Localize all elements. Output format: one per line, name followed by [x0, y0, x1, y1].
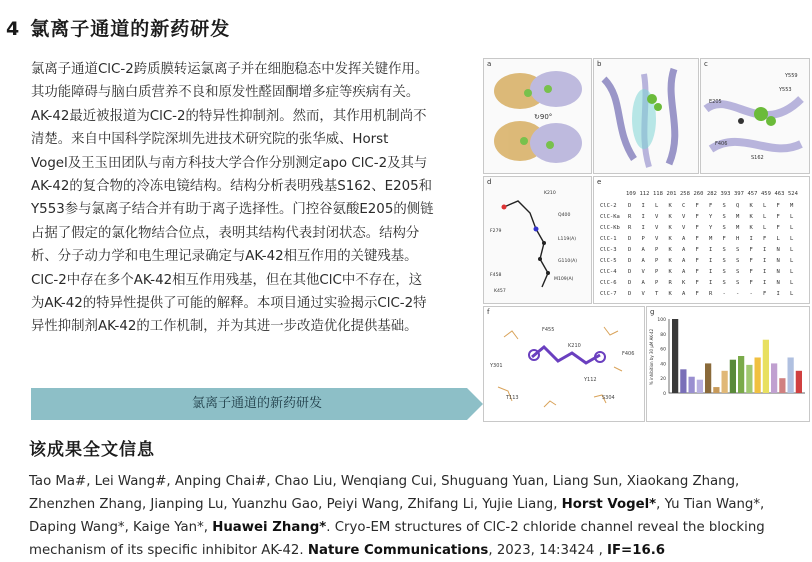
panel-label: a — [487, 60, 492, 68]
alignment-cell: L — [763, 225, 767, 231]
residue-label: Y301 — [490, 363, 503, 369]
residue-label: G110(A) — [558, 259, 578, 264]
body-line: 占据了假定的氯化物结合位点，表明其结构代表封闭状态。结构分 — [31, 225, 420, 241]
residue-label: F455 — [542, 327, 555, 333]
alignment-cell: C — [682, 203, 686, 209]
alignment-cell: I — [709, 269, 713, 275]
alignment-cell: M — [709, 236, 713, 242]
alignment-cell: F — [695, 280, 699, 286]
alignment-cell: A — [682, 291, 686, 297]
body-line: 其功能障碍与脑白质营养不良和原发性醛固酮增多症等疾病有关。 — [31, 85, 420, 101]
chart-bar — [722, 371, 728, 393]
alignment-cell: D — [628, 203, 632, 209]
alignment-cell: P — [655, 269, 659, 275]
alignment-header-cell: 524 — [788, 191, 798, 197]
alignment-cell: P — [641, 236, 645, 242]
panel-label: f — [487, 308, 490, 316]
alignment-cell: V — [682, 225, 686, 231]
alignment-cell: - — [749, 291, 753, 297]
body-line: 清楚。来自中国科学院深圳先进技术研究院的张华威、Horst — [31, 132, 389, 148]
alignment-cell: V — [641, 291, 645, 297]
panel-c-binding-site — [700, 58, 810, 174]
alignment-cell: K — [668, 236, 672, 242]
alignment-row-name: ClC-6 — [600, 280, 617, 286]
alignment-cell: P — [655, 258, 659, 264]
alignment-cell: D — [628, 247, 632, 253]
chart-bar — [771, 363, 777, 393]
body-line: Y553参与氯离子结合并有助于离子选择性。门控谷氨酸E205的侧链 — [31, 202, 434, 218]
body-line: 氯离子通道ClC-2跨质膜转运氯离子并在细胞稳态中发挥关键作用。 — [31, 62, 429, 77]
alignment-cell: F — [695, 269, 699, 275]
alignment-cell: L — [763, 214, 767, 220]
alignment-cell: S — [722, 214, 726, 220]
docking-pose-image — [484, 307, 644, 421]
alignment-cell: K — [749, 203, 753, 209]
alignment-row-name: ClC-Ka — [600, 214, 620, 220]
figure-caption-bar — [31, 388, 483, 420]
residue-label: K210 — [544, 191, 556, 196]
alignment-cell: S — [722, 258, 726, 264]
alignment-cell: S — [722, 247, 726, 253]
alignment-cell: M — [736, 214, 740, 220]
residue-label: F279 — [490, 229, 502, 234]
citation-line — [29, 539, 809, 562]
alignment-header-cell: 260 — [693, 191, 704, 197]
citation-authors: Zhenzhen Zhang, Jianping Lu, Yuanzhu Gao, Peiyi Wang, Zhifang Li, Yujie Liang, — [29, 497, 562, 512]
alignment-cell: P — [655, 280, 659, 286]
alignment-cell: I — [641, 203, 645, 209]
body-line: 为AK-42的特异性提供了可能的解释。本项目通过实验揭示ClC-2特 — [31, 296, 427, 312]
y-axis-label: % inhibition by 30 μM AK-42 — [649, 328, 654, 386]
alignment-cell: A — [682, 236, 686, 242]
y-tick-label: 20 — [660, 377, 666, 383]
alignment-cell: K — [668, 225, 672, 231]
alignment-cell: K — [749, 225, 753, 231]
alignment-cell: K — [668, 214, 672, 220]
y-tick-label: 40 — [660, 362, 666, 368]
alignment-header-cell: 457 — [747, 191, 758, 197]
alignment-header-cell: 258 — [680, 191, 690, 197]
alignment-cell: N — [776, 280, 780, 286]
alignment-cell: S — [736, 258, 740, 264]
pore-structure-image — [594, 59, 698, 173]
panel-label: g — [650, 308, 655, 316]
alignment-cell: T — [655, 291, 659, 297]
y-tick-label: 60 — [660, 347, 666, 353]
alignment-cell: I — [763, 258, 767, 264]
alignment-cell: I — [641, 214, 645, 220]
alignment-cell: F — [763, 291, 767, 297]
citation-authors: , Yu Tian Wang*, — [656, 497, 765, 512]
alignment-cell: F — [695, 214, 699, 220]
panel-g-inhibition-bar-chart — [646, 306, 810, 422]
alignment-cell: Y — [709, 225, 713, 231]
alignment-cell: P — [655, 247, 659, 253]
panel-label: e — [597, 178, 602, 186]
alignment-cell: I — [763, 280, 767, 286]
alignment-cell: M — [736, 225, 740, 231]
panel-d-ligand-interactions — [483, 176, 592, 304]
alignment-cell: F — [749, 280, 753, 286]
impact-factor: IF=16.6 — [607, 543, 666, 558]
alignment-row-name: ClC-3 — [600, 247, 617, 253]
alignment-cell: V — [655, 236, 659, 242]
panel-e-sequence-alignment — [593, 176, 810, 304]
alignment-cell: D — [628, 269, 632, 275]
alignment-cell: F — [695, 225, 699, 231]
residue-label: F406 — [715, 141, 728, 147]
alignment-cell: F — [776, 214, 780, 220]
alignment-cell: N — [776, 247, 780, 253]
alignment-cell: D — [628, 280, 632, 286]
residue-label: F406 — [622, 351, 635, 357]
alignment-cell: L — [655, 203, 659, 209]
inhibition-bar-chart — [647, 307, 809, 421]
alignment-cell: V — [641, 269, 645, 275]
corresponding-author: Horst Vogel* — [561, 497, 657, 512]
alignment-cell: K — [668, 247, 672, 253]
alignment-cell: R — [709, 291, 713, 297]
alignment-cell: A — [641, 247, 645, 253]
body-line: ClC-2中存在多个AK-42相互作用残基，但在其他ClC中不存在，这 — [31, 272, 423, 288]
alignment-row-name: ClC-Kb — [600, 225, 620, 231]
residue-label: Y559 — [785, 73, 798, 79]
alignment-cell: I — [709, 247, 713, 253]
alignment-cell: N — [776, 258, 780, 264]
chart-bar — [680, 369, 686, 393]
alignment-header-cell: 459 — [761, 191, 771, 197]
alignment-cell: F — [695, 247, 699, 253]
alignment-row-name: ClC-4 — [600, 269, 617, 275]
alignment-header-cell: 397 — [734, 191, 744, 197]
alignment-cell: V — [655, 214, 659, 220]
chart-bar — [730, 360, 736, 393]
residue-label: K457 — [494, 289, 506, 294]
residue-label: Y553 — [779, 87, 792, 93]
alignment-cell: S — [722, 225, 726, 231]
alignment-cell: K — [668, 203, 672, 209]
alignment-cell: F — [695, 236, 699, 242]
alignment-cell: F — [776, 203, 780, 209]
alignment-cell: I — [641, 225, 645, 231]
alignment-cell: F — [749, 258, 753, 264]
body-line: AK-42最近被报道为ClC-2的特异性抑制剂。然而，其作用机制尚不 — [31, 108, 427, 124]
alignment-row-name: ClC-1 — [600, 236, 617, 242]
body-line: AK-42的复合物的冷冻电镜结构。结构分析表明残基S162、E205和 — [31, 179, 433, 195]
alignment-cell: R — [628, 225, 632, 231]
chart-bar — [738, 356, 744, 393]
panel-f-docking-pose — [483, 306, 645, 422]
alignment-cell: K — [668, 258, 672, 264]
chart-bar — [746, 365, 752, 393]
chart-bar — [763, 340, 769, 393]
chart-bar — [689, 377, 695, 393]
alignment-cell: A — [682, 247, 686, 253]
alignment-cell: K — [668, 291, 672, 297]
alignment-cell: F — [695, 258, 699, 264]
chart-bar — [705, 363, 711, 393]
alignment-cell: S — [736, 269, 740, 275]
alignment-cell: L — [790, 214, 794, 220]
alignment-header-cell: 112 — [639, 191, 650, 197]
alignment-cell: S — [722, 280, 726, 286]
alignment-cell: V — [655, 225, 659, 231]
alignment-cell: Q — [736, 203, 740, 209]
alignment-row-name: ClC-5 — [600, 258, 617, 264]
residue-label: S304 — [602, 395, 615, 401]
full-text-info-heading: 该成果全文信息 — [29, 440, 155, 460]
residue-label: E205 — [709, 99, 722, 105]
residue-label: Q400 — [558, 213, 571, 218]
alignment-cell: M — [790, 203, 794, 209]
alignment-cell: S — [722, 269, 726, 275]
y-tick-label: 100 — [657, 318, 666, 323]
journal-name: Nature Communications — [307, 543, 489, 558]
citation-volume: , 2023, 14:3424 , — [488, 543, 608, 558]
corresponding-author: Huawei Zhang* — [212, 520, 327, 535]
alignment-cell: - — [722, 291, 726, 297]
citation-line — [29, 516, 809, 539]
alignment-cell: D — [628, 291, 632, 297]
alignment-cell: D — [628, 236, 632, 242]
section-title — [6, 14, 230, 41]
citation-title: . Cryo-EM structures of ClC-2 chloride channel reveal the blocking — [326, 520, 765, 535]
alignment-table — [594, 177, 809, 303]
citation-title: mechanism of its specific inhibitor AK-42. — [29, 543, 308, 558]
alignment-cell: A — [682, 269, 686, 275]
alignment-cell: L — [763, 203, 767, 209]
residue-label: F458 — [490, 273, 502, 278]
chart-bar — [788, 357, 794, 393]
alignment-row-name: ClC-7 — [600, 291, 617, 297]
alignment-cell: L — [790, 280, 794, 286]
alignment-cell: I — [749, 236, 753, 242]
chart-bar — [713, 387, 719, 393]
alignment-header-cell: 109 — [626, 191, 636, 197]
y-tick-label: 0 — [663, 392, 666, 397]
alignment-header-cell: 118 — [653, 191, 663, 197]
alignment-header-cell: 282 — [707, 191, 717, 197]
alignment-cell: Y — [709, 214, 713, 220]
citation-line: Tao Ma#, Lei Wang#, Anping Chai#, Chao Liu, Wenqiang Cui, Shuguang Yuan, Liang Sun, Xiaokang Zhang, — [29, 474, 740, 489]
alignment-cell: A — [641, 258, 645, 264]
y-tick-label: 80 — [660, 332, 666, 338]
alignment-cell: A — [682, 258, 686, 264]
alignment-header-cell: 393 — [720, 191, 731, 197]
alignment-cell: L — [790, 258, 794, 264]
alignment-cell: S — [736, 280, 740, 286]
alignment-cell: I — [709, 258, 713, 264]
alignment-cell: L — [776, 236, 780, 242]
alignment-cell: H — [736, 236, 740, 242]
panel-a-cryoem-structure — [483, 58, 592, 174]
chart-bar — [796, 371, 802, 393]
body-line: 异性抑制剂AK-42的工作机制，并为其进一步改造优化提供基础。 — [31, 319, 418, 335]
alignment-cell: S — [736, 247, 740, 253]
svg-text:↻90°: ↻90° — [534, 113, 553, 121]
alignment-cell: L — [790, 291, 794, 297]
alignment-cell: F — [749, 269, 753, 275]
alignment-cell: - — [736, 291, 740, 297]
panel-label: b — [597, 60, 602, 68]
residue-label: M109(A) — [554, 277, 574, 282]
alignment-cell: K — [682, 280, 686, 286]
alignment-cell: L — [790, 247, 794, 253]
alignment-cell: K — [749, 214, 753, 220]
alignment-cell: S — [722, 203, 726, 209]
alignment-cell: N — [776, 269, 780, 275]
alignment-cell: K — [668, 269, 672, 275]
panel-b-pore-view — [593, 58, 699, 174]
figure-caption: 氯离子通道的新药研发 — [191, 396, 322, 411]
section-number: 4 — [6, 18, 21, 40]
alignment-cell: I — [709, 280, 713, 286]
citation-block — [29, 470, 809, 562]
alignment-cell: R — [668, 280, 672, 286]
citation-authors: Daping Wang*, Kaige Yan*, — [29, 520, 213, 535]
alignment-cell: I — [776, 291, 780, 297]
alignment-cell: L — [790, 269, 794, 275]
body-line: 析、分子动力学和电生理记录确定与AK-42相互作用的关键残基。 — [31, 249, 418, 265]
alignment-cell: R — [628, 214, 632, 220]
alignment-row-name: ClC-2 — [600, 203, 617, 209]
protein-structure-image — [484, 59, 591, 173]
panel-label: c — [704, 60, 708, 68]
chart-bar — [697, 380, 703, 393]
alignment-cell: L — [790, 236, 794, 242]
residue-label: K210 — [568, 343, 581, 349]
residue-label: T113 — [506, 395, 519, 401]
alignment-cell: F — [695, 291, 699, 297]
alignment-cell: F — [749, 247, 753, 253]
body-line: Vogel及王玉田团队与南方科技大学合作分别测定apo ClC-2及其与 — [31, 155, 428, 171]
alignment-header-cell: 201 — [666, 191, 677, 197]
alignment-cell: F — [763, 236, 767, 242]
alignment-cell: I — [763, 269, 767, 275]
chart-bar — [779, 378, 785, 393]
chart-bar — [672, 319, 678, 393]
alignment-cell: F — [709, 203, 713, 209]
chart-bar — [755, 357, 761, 393]
alignment-cell: V — [682, 214, 686, 220]
alignment-cell: L — [790, 225, 794, 231]
citation-line — [29, 493, 809, 516]
alignment-cell: F — [776, 225, 780, 231]
residue-label: S162 — [751, 155, 764, 161]
alignment-cell: F — [722, 236, 726, 242]
alignment-cell: A — [641, 280, 645, 286]
alignment-header-cell: 463 — [774, 191, 785, 197]
residue-label: Y112 — [584, 377, 597, 383]
figure-composite — [483, 58, 809, 420]
section-title-text: 氯离子通道的新药研发 — [30, 18, 231, 40]
alignment-cell: D — [628, 258, 632, 264]
residue-label: L119(A) — [558, 237, 577, 242]
alignment-cell: F — [695, 203, 699, 209]
alignment-cell: I — [763, 247, 767, 253]
body-paragraph — [31, 58, 471, 339]
panel-label: d — [487, 178, 492, 186]
